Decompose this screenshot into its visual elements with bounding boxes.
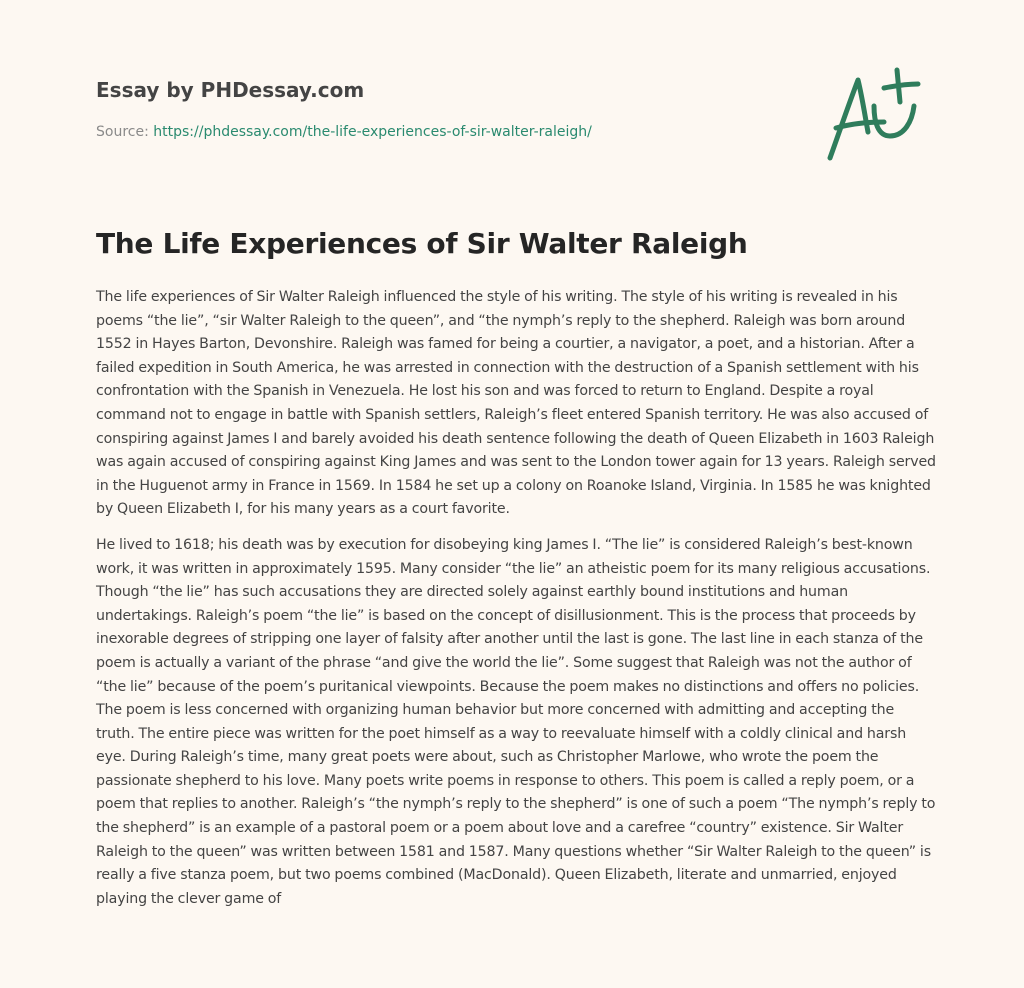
- essay-title: The Life Experiences of Sir Walter Raleigh: [96, 227, 748, 260]
- a-plus-grade-icon: [818, 66, 928, 166]
- essay-paragraph: The life experiences of Sir Walter Raleigh influenced the style of his writing. The style of his writing is revealed in his poems “the lie”, “sir Walter Raleigh to the queen”, and “the nymph’s reply to the shepherd. Raleigh was born around 1552 in Hayes Barton, Devonshire. Raleigh was famed for being a courtier, a navigator, a poet, and a historian. After a failed expedition in South America, he was arrested in connection with the destruction of a Spanish settlement with his confrontation with the Spanish in Venezuela. He lost his son and was forced to return to England. Despite a royal command not to engage in battle with Spanish settlers, Raleigh’s fleet entered Spanish territory. He was also accused of conspiring against James I and barely avoided his death sentence following the death of Queen Elizabeth in 1603 Raleigh was again accused of conspiring against King James and was sent to the London tower again for 13 years. Raleigh served in the Huguenot army in France in 1569. In 1584 he set up a colony on Roanoke Island, Virginia. In 1585 he was knighted by Queen Elizabeth I, for his many years as a court favorite.: [96, 289, 936, 518]
- source-line: [96, 122, 736, 142]
- document-header: [96, 76, 736, 142]
- essay-paragraph: He lived to 1618; his death was by execution for disobeying king James I. “The lie” is considered Raleigh’s best-known work, it was written in approximately 1595. Many consider “the lie” an atheistic poem for its many religious accusations. Though “the lie” has such accusations they are directed solely against earthly bound institutions and human undertakings. Raleigh’s poem “the lie” is based on the concept of disillusionment. This is the process that proceeds by inexorable degrees of stripping one layer of falsity after another until the last is gone. The last line in each stanza of the poem is actually a variant of the phrase “and give the world the lie”. Some suggest that Raleigh was not the author of “the lie” because of the poem’s puritanical viewpoints. Because the poem makes no distinctions and offers no policies. The poem is less concerned with organizing human behavior but more concerned with admitting and accepting the truth. The entire piece was written for the poet himself as a way to reevaluate himself with a coldly clinical and harsh eye. During Raleigh’s time, many great poets were about, such as Christopher Marlowe, who wrote the poem the passionate shepherd to his love. Many poets write poems in response to others. This poem is called a reply poem, or a poem that replies to another. Raleigh’s “the nymph’s reply to the shepherd” is one of such a poem “The nymph’s reply to the shepherd” is an example of a pastoral poem or a poem about love and a carefree “country” existence. Sir Walter Raleigh to the queen” was written between 1581 and 1587. Many questions whether “Sir Walter Raleigh to the queen” is really a five stanza poem, but two poems combined (MacDonald). Queen Elizabeth, literate and unmarried, enjoyed playing the clever game of: [96, 536, 936, 907]
- a-plus-grade-graphic: [818, 66, 928, 166]
- source-link[interactable]: https://phdessay.com/the-life-experiences-of-sir-walter-raleigh/: [153, 124, 592, 140]
- essay-body: [96, 286, 936, 923]
- source-label: Source:: [96, 124, 149, 140]
- brand-title: Essay by PHDessay.com: [96, 78, 365, 102]
